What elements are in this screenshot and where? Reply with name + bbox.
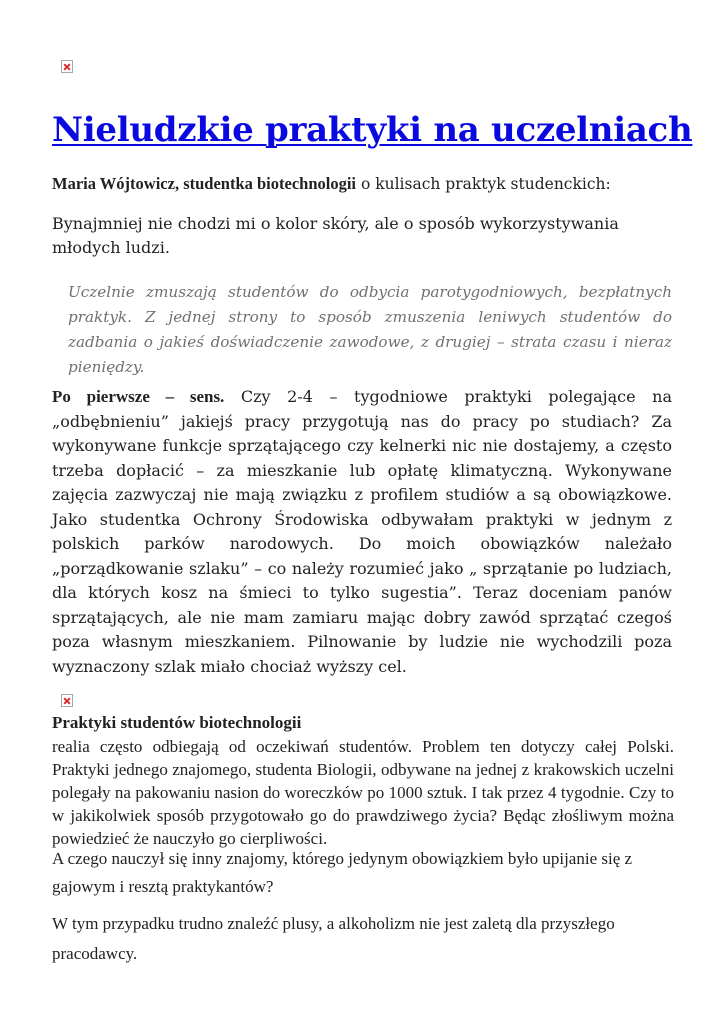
section-title: Praktyki studentów biotechnologii <box>52 713 302 732</box>
paragraph-conclusion: W tym przypadku trudno znaleźć plusy, a alkoholizm nie jest zaletą dla przyszłego pracodawcy. <box>52 914 615 963</box>
paragraph-skin-color: Bynajmniej nie chodzi mi o kolor skóry, ale o sposób wykorzystywania młodych ludzi. <box>52 214 619 257</box>
intro-text: o kulisach praktyk studenckich: <box>356 175 611 193</box>
article-title-link[interactable]: Nieludzkie praktyki na uczelniach <box>52 110 693 150</box>
broken-image-icon <box>61 694 73 707</box>
paragraph-sense-text: Czy 2-4 – tygodniowe praktyki polegające na „odbębnieniu” jakiejś pracy przygotują nas do pracy po studiach? Za wykonywane funkcje sprzątającego czy kelnerki nic nie dostajemy, a często trzeba dopłacić – za mieszkanie lub opłatę klimatyczną. Wykonywane zajęcia zazwyczaj nie mają związku z profilem studiów a są obowiązkowe. Jako studentka Ochrony Środowiska odbywałam praktyki w jednym z polskich parków narodowych. Do moich obowiązków należało „porządkowanie szlaku” – co należy rozumieć jako „ sprzątanie po ludziach, dla których kosz na śmieci to tylko sugestia”. Teraz doceniam panów sprzątających, ale nie mam zamiaru mając dobry zawód sprzątać czegoś poza własnym mieszkaniem. Pilnowanie by ludzie nie wychodzili poza wyznaczony szlak miało chociaż wyższy cel. <box>52 387 672 676</box>
article-title <box>52 106 692 154</box>
intro-author: Maria Wójtowicz, studentka biotechnologii <box>52 174 357 193</box>
intro-paragraph <box>52 172 682 196</box>
paragraph-sense <box>52 385 672 679</box>
broken-image-icon <box>61 60 73 73</box>
paragraph-biotech-realia: realia często odbiegają od oczekiwań studentów. Problem ten dotyczy całej Polski. Praktyki jednego znajomego, studenta Biologii, odbywane na jednej z krakowskich uczelni polegały na pakowaniu nasion do woreczków po 1000 sztuk. I tak przez 4 tygodnie. Czy to w jakikolwiek sposób przygotowało go do prawdziwego życia? Będąc złośliwym można powiedzieć że nauczyło go cierpliwości. <box>52 737 674 848</box>
paragraph-sense-heading: Po pierwsze – sens. <box>52 387 225 406</box>
paragraph-other-friend: A czego nauczył się inny znajomy, którego jedynym obowiązkiem było upijanie się z gajowym i resztą praktykantów? <box>52 849 633 896</box>
pull-quote: Uczelnie zmuszają studentów do odbycia parotygodniowych, bezpłatnych praktyk. Z jednej strony to sposób zmuszenia leniwych studentów do zadbania o jakieś doświadczenie zawodowe, z drugiej – strata czasu i nieraz pieniędzy. <box>68 283 672 376</box>
